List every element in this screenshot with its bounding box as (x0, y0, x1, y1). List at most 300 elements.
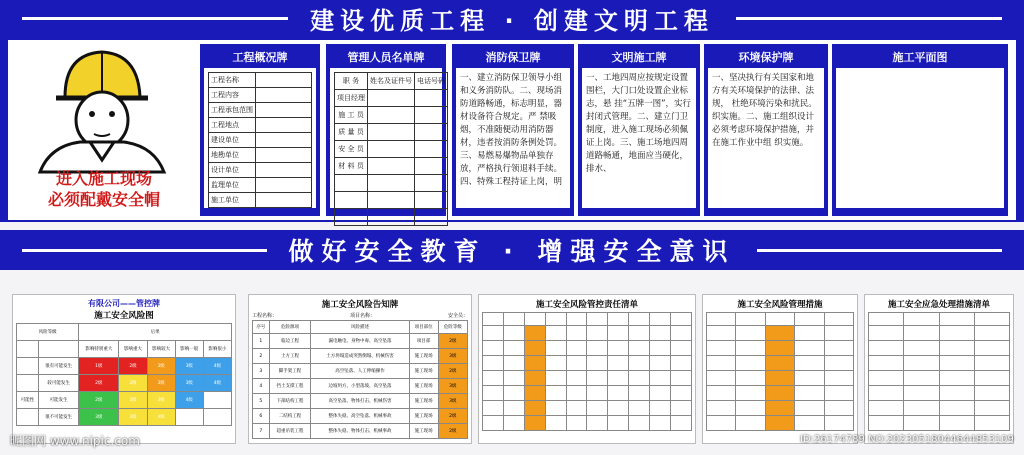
column-header: 危险等级 (438, 321, 467, 334)
table-cell: 施工现场 (409, 379, 438, 394)
table-cell: 临边工程 (269, 334, 311, 349)
safety-helmet-slogan (14, 168, 194, 210)
board-title: 施工安全风险管理措施 (737, 300, 823, 310)
table-cell: 漏电触电、身物中毒、高空坠落 (311, 334, 409, 349)
table-row (483, 386, 692, 401)
panel-managers (326, 44, 446, 216)
row-value (256, 163, 312, 178)
risk-cell: 1级 (79, 358, 119, 375)
table-row (209, 178, 312, 193)
table-row (209, 163, 312, 178)
table-cell: 2 (253, 349, 270, 364)
table-cell (795, 386, 824, 401)
worker-helmet-illustration (20, 42, 180, 172)
table-cell (939, 341, 974, 356)
table-row (253, 321, 468, 334)
risk-cell: 2级 (119, 358, 147, 375)
watermark-left: 昵图网 www.nipic.com (10, 434, 140, 448)
table-row (869, 341, 1010, 356)
table-cell (524, 326, 545, 341)
row-value (256, 88, 312, 103)
table-cell (869, 371, 904, 386)
table-cell (629, 386, 650, 401)
table-cell (503, 386, 524, 401)
table-row (253, 334, 468, 349)
measures-table (706, 312, 854, 431)
table-cell (869, 356, 904, 371)
table-cell (545, 371, 566, 386)
row-label: 材 料 员 (335, 158, 368, 175)
table-cell (368, 175, 415, 192)
column-header (869, 313, 904, 326)
table-cell (974, 401, 1009, 416)
table-cell (629, 356, 650, 371)
row-label: 施 工 员 (335, 107, 368, 124)
table-cell (608, 341, 629, 356)
board-emergency (864, 294, 1014, 444)
table-cell (524, 416, 545, 431)
table-cell (795, 356, 824, 371)
table-cell (974, 386, 1009, 401)
row-label: 设计单位 (209, 163, 256, 178)
risk-cell: 3级 (147, 375, 175, 392)
table-cell (736, 356, 765, 371)
table-row (707, 326, 854, 341)
risk-cell: 2级 (119, 375, 147, 392)
table-cell (587, 401, 608, 416)
row-label: 施工单位 (209, 193, 256, 208)
column-header (608, 313, 629, 326)
risk-cell: 3级 (79, 409, 119, 426)
table-row (253, 409, 468, 424)
table-cell (736, 326, 765, 341)
table-cell (566, 341, 587, 356)
table-cell (765, 416, 794, 431)
table-row (335, 175, 448, 192)
panel-overview (200, 44, 320, 216)
table-cell (650, 386, 671, 401)
table-cell (974, 341, 1009, 356)
column-header: 姓名及证件号 (368, 73, 415, 90)
table-row (707, 313, 854, 326)
top-banner-text: 建设优质工程 · 创建文明工程 (310, 6, 714, 35)
table-cell: 施工现场 (409, 394, 438, 409)
table-row (483, 326, 692, 341)
table-cell (503, 341, 524, 356)
table-row (483, 341, 692, 356)
table-row (209, 193, 312, 208)
table-cell (795, 401, 824, 416)
table-cell (415, 192, 448, 209)
table-row (707, 371, 854, 386)
table-row (335, 192, 448, 209)
board-title: 施工安全风险管控责任清单 (535, 300, 638, 310)
column-header (671, 313, 692, 326)
table-cell (671, 386, 692, 401)
table-cell (736, 371, 765, 386)
table-cell (503, 401, 524, 416)
row-label: 较可能发生 (39, 375, 79, 392)
table-cell (939, 401, 974, 416)
risk-cell (175, 409, 203, 426)
table-row (209, 103, 312, 118)
table-cell (629, 326, 650, 341)
table-cell (608, 326, 629, 341)
table-cell (795, 371, 824, 386)
panel-title: 消防保卫牌 (485, 51, 541, 64)
table-row (209, 133, 312, 148)
row-head: 风险等级 (17, 324, 79, 341)
table-cell (587, 326, 608, 341)
table-cell (904, 371, 939, 386)
emergency-table (868, 312, 1010, 431)
table-cell (650, 371, 671, 386)
table-cell (39, 341, 79, 358)
table-cell (524, 386, 545, 401)
table-cell (415, 209, 448, 226)
table-cell (974, 326, 1009, 341)
column-header: 影响重大 (119, 341, 147, 358)
table-cell: 项目部 (409, 334, 438, 349)
table-cell (566, 401, 587, 416)
axis-side (17, 409, 39, 426)
row-label: 质 量 员 (335, 124, 368, 141)
table-cell (629, 401, 650, 416)
row-label (335, 209, 368, 226)
table-cell: 2级 (438, 409, 467, 424)
column-header: 危险源项 (269, 321, 311, 334)
table-cell (17, 341, 39, 358)
column-header (707, 313, 736, 326)
table-cell (671, 401, 692, 416)
axis-side: 可能性 (17, 392, 39, 409)
row-label: 地勘单位 (209, 148, 256, 163)
table-cell (824, 341, 853, 356)
table-cell: 施工现场 (409, 349, 438, 364)
slogan-line-1: 进入施工现场 (55, 169, 152, 188)
table-cell (503, 356, 524, 371)
row-label: 工程承包范围 (209, 103, 256, 118)
table-cell: 6 (253, 409, 270, 424)
banner-line-left (22, 249, 267, 252)
table-cell (904, 341, 939, 356)
table-cell (415, 158, 448, 175)
table-cell: 二结构工程 (269, 409, 311, 424)
table-cell (503, 371, 524, 386)
table-cell (707, 356, 736, 371)
table-cell (545, 356, 566, 371)
row-label: 很有可能发生 (39, 358, 79, 375)
panel-title: 管理人员名单牌 (347, 51, 425, 64)
duty-table (482, 312, 692, 431)
table-cell (629, 416, 650, 431)
table-cell (566, 371, 587, 386)
panel-site-plan (832, 44, 1008, 216)
table-row (253, 379, 468, 394)
row-label: 工程名称 (209, 73, 256, 88)
managers-table (334, 72, 448, 226)
table-cell (671, 416, 692, 431)
table-row (17, 358, 232, 375)
table-cell (368, 192, 415, 209)
table-cell (707, 326, 736, 341)
table-cell (503, 416, 524, 431)
table-cell (483, 386, 504, 401)
table-cell (974, 416, 1009, 431)
panel-civil (578, 44, 700, 216)
table-row (707, 341, 854, 356)
table-row (209, 148, 312, 163)
table-cell (795, 326, 824, 341)
notice-table (252, 320, 468, 439)
row-label: 工程地点 (209, 118, 256, 133)
table-cell (824, 416, 853, 431)
table-cell (939, 326, 974, 341)
table-cell (824, 326, 853, 341)
table-row (335, 141, 448, 158)
table-cell (368, 107, 415, 124)
column-header: 序号 (253, 321, 270, 334)
table-cell: 脚手架工程 (269, 364, 311, 379)
row-label (335, 175, 368, 192)
panel-body (330, 68, 445, 208)
table-cell (608, 386, 629, 401)
risk-cell: 3级 (175, 375, 203, 392)
table-cell (904, 356, 939, 371)
column-header: 项目部位 (409, 321, 438, 334)
table-cell: 下部结构工程 (269, 394, 311, 409)
table-cell (765, 341, 794, 356)
column-header: 影响较大 (147, 341, 175, 358)
board-meta (252, 312, 468, 320)
column-header (765, 313, 794, 326)
table-cell (736, 416, 765, 431)
table-cell (904, 401, 939, 416)
table-row (869, 326, 1010, 341)
table-row (483, 401, 692, 416)
row-label: 很不可能发生 (39, 409, 79, 426)
meta-project: 工程名称： (252, 313, 278, 319)
table-cell (736, 386, 765, 401)
table-cell (707, 416, 736, 431)
table-cell (765, 371, 794, 386)
table-cell: 超重吊装工程 (269, 424, 311, 439)
table-cell (671, 371, 692, 386)
column-header (629, 313, 650, 326)
panel-title: 文明施工牌 (611, 51, 667, 64)
column-header: 风险描述 (311, 321, 409, 334)
table-cell (415, 124, 448, 141)
table-cell: 边坡坍方、小型落坡、高空坠落 (311, 379, 409, 394)
table-cell (869, 341, 904, 356)
banner-line-right (736, 17, 1002, 20)
table-cell (608, 401, 629, 416)
column-header (974, 313, 1009, 326)
table-cell: 3级 (438, 394, 467, 409)
table-cell (939, 386, 974, 401)
risk-cell: 2级 (79, 392, 119, 409)
table-row (869, 356, 1010, 371)
risk-cell: 3级 (119, 392, 147, 409)
table-cell (503, 326, 524, 341)
table-cell (587, 356, 608, 371)
table-cell (415, 141, 448, 158)
row-label: 监理单位 (209, 178, 256, 193)
table-row (707, 416, 854, 431)
row-label (335, 192, 368, 209)
table-cell (904, 416, 939, 431)
panel-title: 施工平面图 (892, 51, 948, 64)
table-cell (650, 416, 671, 431)
column-header: 电话号码 (415, 73, 448, 90)
row-label: 安 全 员 (335, 141, 368, 158)
table-cell (765, 386, 794, 401)
table-cell (939, 371, 974, 386)
column-header (524, 313, 545, 326)
risk-matrix (16, 323, 232, 426)
table-row (253, 349, 468, 364)
table-cell (795, 416, 824, 431)
table-row (253, 394, 468, 409)
table-cell (869, 401, 904, 416)
top-banner (0, 0, 1024, 36)
panel-text: 一、工地四周应按规定设置围栏，大门口处设置企业标志，悬 挂“五牌一图”，实行封闭式管理。二、建立门卫制度，进入施工现场必须佩证上岗。三、施工场地四周道路畅通，地面应当硬化，排水、 (582, 68, 696, 208)
axis-side (17, 358, 39, 375)
table-row (869, 371, 1010, 386)
table-cell (608, 416, 629, 431)
banner-line-right (757, 249, 1002, 252)
panel-title: 工程概况牌 (232, 51, 288, 64)
col-head: 后果 (79, 324, 232, 341)
table-row (253, 424, 468, 439)
table-row (209, 73, 312, 88)
table-cell (483, 416, 504, 431)
risk-cell: 4级 (203, 375, 231, 392)
column-header: 影响一般 (175, 341, 203, 358)
table-cell (650, 341, 671, 356)
board-title: 施工安全风险图 (94, 311, 154, 321)
row-value (256, 193, 312, 208)
table-cell (587, 371, 608, 386)
table-row (707, 356, 854, 371)
meta-item: 项目名称： (349, 313, 375, 319)
table-cell (587, 341, 608, 356)
row-value (256, 73, 312, 88)
table-cell (765, 356, 794, 371)
table-cell: 施工现场 (409, 409, 438, 424)
table-cell: 1 (253, 334, 270, 349)
table-cell (545, 326, 566, 341)
table-cell (545, 386, 566, 401)
panel-text: 一、建立消防保卫领导小组和义务消防队。二、现场消防道路畅通，标志明显，器材设备符合规定。严 禁吸烟，不准随便动用消防器材，违者按消防条例处罚。三、易燃易爆物品单独存放，严格执行领退料手续。四、特殊工程持证上岗，明 (456, 68, 570, 208)
row-value (256, 178, 312, 193)
table-row (707, 401, 854, 416)
table-cell (869, 386, 904, 401)
table-cell (824, 356, 853, 371)
table-cell: 4 (253, 379, 270, 394)
table-cell (566, 386, 587, 401)
table-row (335, 209, 448, 226)
table-cell: 3级 (438, 379, 467, 394)
row-label: 工程内容 (209, 88, 256, 103)
table-cell (671, 326, 692, 341)
table-cell (545, 401, 566, 416)
watermark-right: ID:26174789 NO:20230518044644853109 (800, 434, 1014, 445)
column-header (904, 313, 939, 326)
table-cell: 7 (253, 424, 270, 439)
table-cell (671, 356, 692, 371)
table-row (483, 313, 692, 326)
table-cell (483, 326, 504, 341)
table-row (253, 364, 468, 379)
panel-fire (452, 44, 574, 216)
risk-cell: 3级 (147, 358, 175, 375)
table-cell (707, 401, 736, 416)
risk-cell: 4级 (203, 358, 231, 375)
table-cell (671, 341, 692, 356)
table-cell (483, 401, 504, 416)
column-header (545, 313, 566, 326)
table-row (335, 124, 448, 141)
table-row (483, 416, 692, 431)
table-cell (566, 326, 587, 341)
table-cell (904, 386, 939, 401)
table-cell (650, 356, 671, 371)
board-risk-map (12, 294, 236, 444)
panel-text: 一、坚决执行有关国家和地方有关环境保护的法律、法规， 杜绝环境污染和扰民。织实施。二、施工组织设计必须考虑环境保护措施，并在施工作业中组 织实施。 (708, 68, 824, 208)
table-row (209, 88, 312, 103)
column-header (483, 313, 504, 326)
table-cell (566, 416, 587, 431)
risk-cell (203, 392, 231, 409)
column-header (736, 313, 765, 326)
middle-banner-text: 做好安全教育 · 增强安全意识 (288, 237, 736, 266)
table-row (335, 107, 448, 124)
column-header (795, 313, 824, 326)
meta-safety-officer: 安全员： (447, 313, 468, 319)
table-cell (524, 371, 545, 386)
table-cell (483, 371, 504, 386)
table-cell (368, 141, 415, 158)
column-header (824, 313, 853, 326)
table-cell (707, 371, 736, 386)
table-cell (368, 209, 415, 226)
board-risk-notice (248, 294, 472, 444)
table-row (17, 392, 232, 409)
table-cell: 高空坠落、人工伸缩操作 (311, 364, 409, 379)
row-value (256, 133, 312, 148)
table-cell (415, 175, 448, 192)
risk-cell: 4级 (175, 392, 203, 409)
risk-cell: 3级 (119, 409, 147, 426)
table-cell: 土方工程 (269, 349, 311, 364)
column-header: 职 务 (335, 73, 368, 90)
table-cell (765, 401, 794, 416)
table-cell (608, 356, 629, 371)
row-label: 建设单位 (209, 133, 256, 148)
risk-cell: 2级 (79, 375, 119, 392)
table-cell (736, 401, 765, 416)
table-cell: 挡土支撑工程 (269, 379, 311, 394)
column-header (566, 313, 587, 326)
table-cell: 5 (253, 394, 270, 409)
table-cell: 施工现场 (409, 364, 438, 379)
banner-line-left (22, 17, 288, 20)
slogan-line-2: 必须配戴安全帽 (47, 190, 160, 209)
panel-body (204, 68, 316, 208)
table-cell: 高空坠落、物体打击、机械伤害 (311, 394, 409, 409)
column-header: 影响很小 (203, 341, 231, 358)
